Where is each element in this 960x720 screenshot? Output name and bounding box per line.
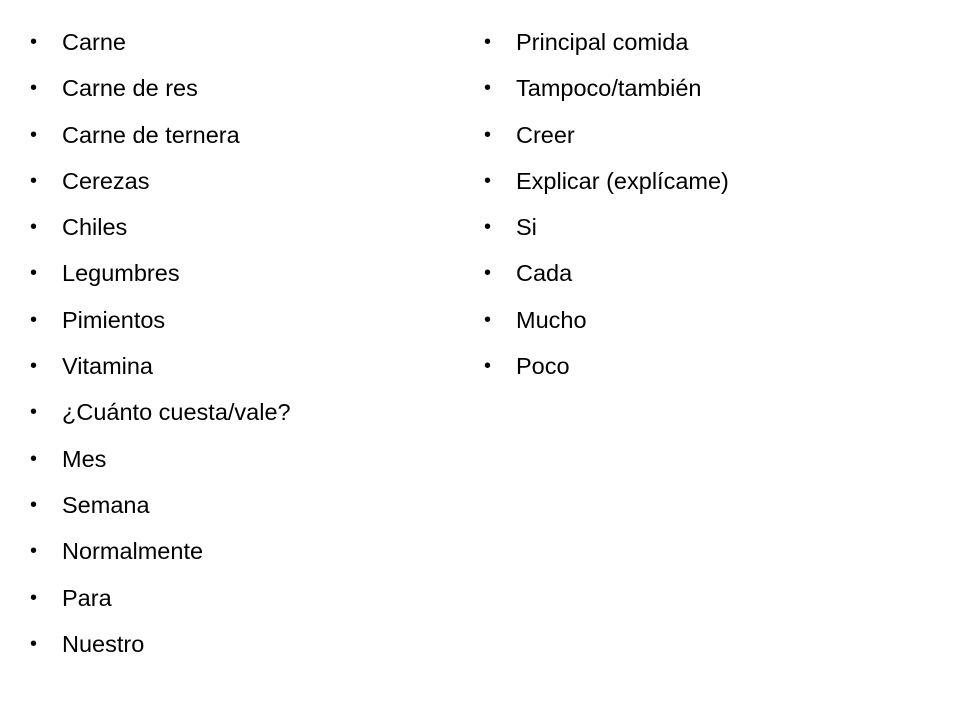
bullet-icon: • (30, 401, 38, 424)
bullet-icon: • (30, 262, 38, 285)
list-item (484, 204, 924, 250)
list-item (484, 112, 924, 158)
list-item (30, 436, 450, 482)
bullet-icon: • (30, 540, 38, 563)
list-item (30, 65, 450, 111)
list-item (30, 297, 450, 343)
bullet-icon: • (30, 493, 38, 516)
list-item (484, 297, 924, 343)
list-item-text: Normalmente (62, 538, 204, 565)
list-item-text: Cada (516, 260, 573, 287)
list-item-text: Tampoco/también (516, 75, 702, 102)
list-item (484, 343, 924, 389)
list-item (484, 19, 924, 65)
list-item-text: Para (62, 584, 112, 611)
list-item (484, 250, 924, 296)
list-item (30, 343, 450, 389)
left-bullet-list (30, 19, 450, 667)
bullet-icon: • (484, 308, 492, 331)
bullet-icon: • (30, 123, 38, 146)
bullet-icon: • (484, 355, 492, 378)
list-item-text: Principal comida (516, 29, 689, 55)
list-item-text: Chiles (62, 214, 128, 241)
bullet-icon: • (484, 169, 492, 192)
list-item-text: Pimientos (62, 306, 166, 333)
list-item-text: Mucho (516, 306, 587, 333)
bullet-icon: • (484, 31, 492, 53)
list-item-text: Carne (62, 29, 127, 55)
list-item-text: Carne de ternera (62, 121, 240, 148)
list-item (30, 250, 450, 296)
bullet-icon: • (30, 31, 38, 53)
bullet-icon: • (484, 262, 492, 285)
list-item-text: Legumbres (62, 260, 180, 287)
list-item (30, 112, 450, 158)
list-item (484, 65, 924, 111)
list-item-text: Nuestro (62, 630, 145, 657)
list-item-text: Si (516, 214, 537, 241)
list-item-text: Creer (516, 121, 575, 148)
list-item-text: Carne de res (62, 75, 198, 102)
bullet-icon: • (484, 77, 492, 100)
bullet-icon: • (484, 216, 492, 239)
list-item-text: Vitamina (62, 353, 154, 380)
bullet-icon: • (30, 447, 38, 470)
list-item (30, 528, 450, 574)
list-item (484, 158, 924, 204)
list-item-text: Explicar (explícame) (516, 167, 729, 194)
list-item (30, 19, 450, 65)
bullet-icon: • (30, 216, 38, 239)
list-item (30, 158, 450, 204)
list-item-text: Cerezas (62, 167, 150, 194)
bullet-icon: • (484, 123, 492, 146)
list-item (30, 389, 450, 435)
list-item (30, 204, 450, 250)
list-item (30, 621, 450, 667)
list-item-text: Mes (62, 445, 107, 472)
list-item-text: Poco (516, 353, 570, 380)
bullet-icon: • (30, 169, 38, 192)
list-item (30, 482, 450, 528)
bullet-icon: • (30, 632, 38, 655)
bullet-icon: • (30, 77, 38, 100)
list-item-text: ¿Cuánto cuesta/vale? (62, 399, 291, 426)
bullet-icon: • (30, 355, 38, 378)
list-item (30, 575, 450, 621)
bullet-icon: • (30, 308, 38, 331)
right-bullet-list (484, 19, 924, 389)
bullet-icon: • (30, 586, 38, 609)
list-item-text: Semana (62, 491, 150, 518)
